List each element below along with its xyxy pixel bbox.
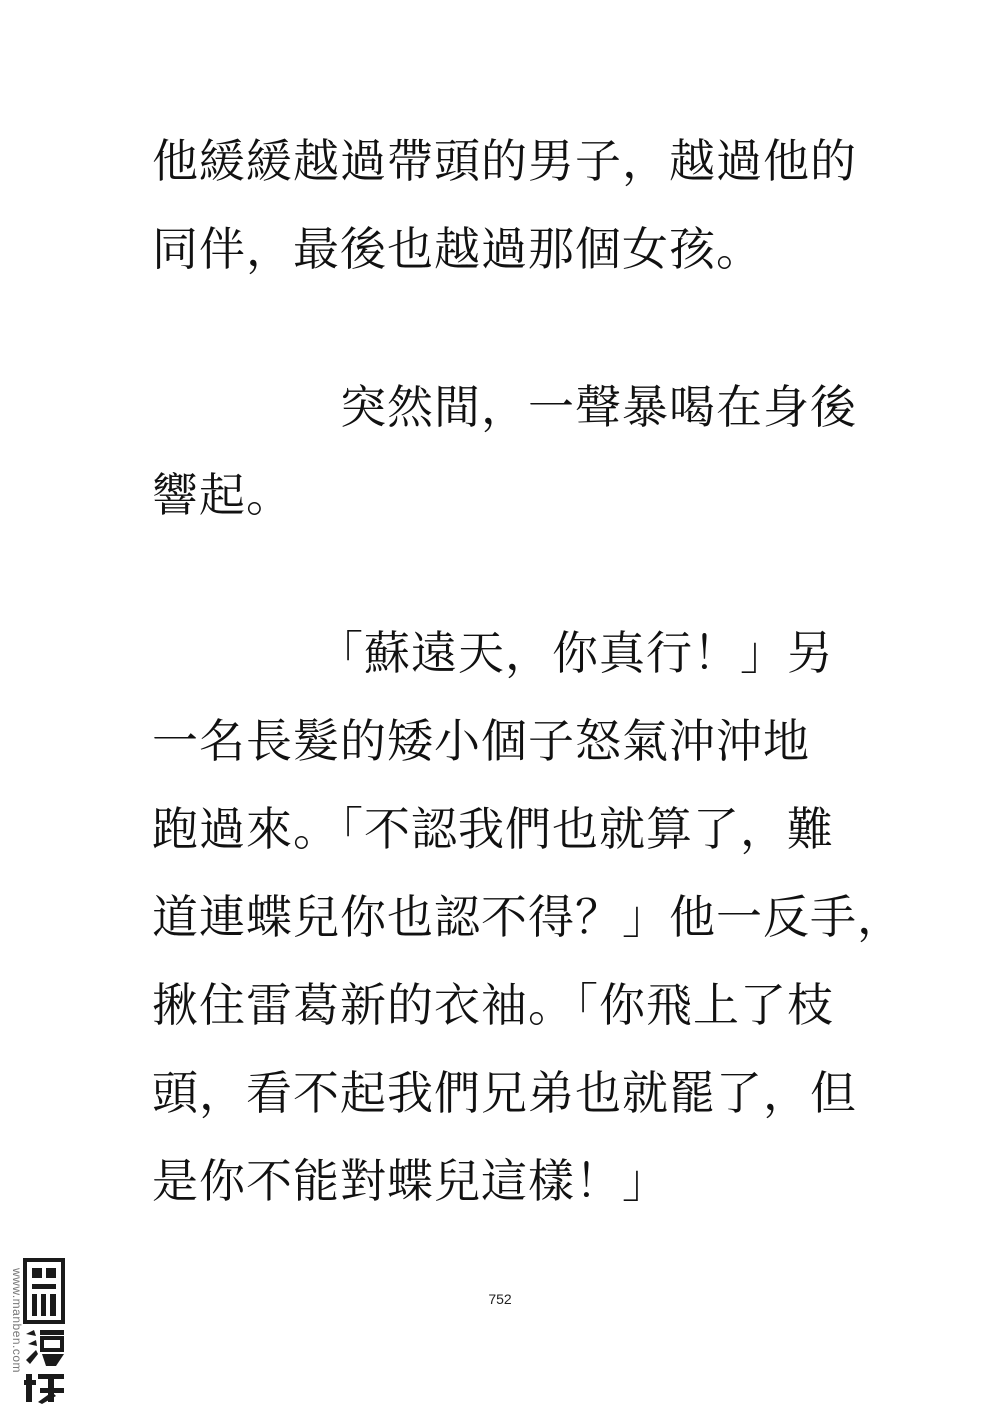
text-line: 是你不能對蝶兒這樣！」	[152, 1154, 669, 1208]
text-line: 一名長髮的矮小個子怒氣沖沖地	[152, 714, 810, 768]
page-number: 752	[488, 1291, 512, 1307]
body-text	[152, 134, 904, 1208]
text-line: 他緩緩越過帶頭的男子，越過他的	[152, 134, 857, 188]
text-line: 道連蝶兒你也認不得？」他一反手，	[152, 890, 904, 944]
watermark-logo-icon	[22, 1256, 68, 1406]
text-line: 頭，看不起我們兄弟也就罷了，但	[152, 1066, 857, 1120]
watermark-url: www.manben.com	[10, 1268, 24, 1374]
text-line: 同伴，最後也越過那個女孩。	[152, 222, 763, 276]
text-line: 突然間，一聲暴喝在身後	[152, 380, 857, 434]
text-line: 揪住雷葛新的衣袖。「你飛上了枝	[152, 978, 834, 1032]
text-line: 跑過來。「不認我們也就算了，難	[152, 802, 834, 856]
text-line: 響起。	[152, 468, 293, 522]
text-line: 「蘇遠天，你真行！」另	[152, 626, 834, 680]
